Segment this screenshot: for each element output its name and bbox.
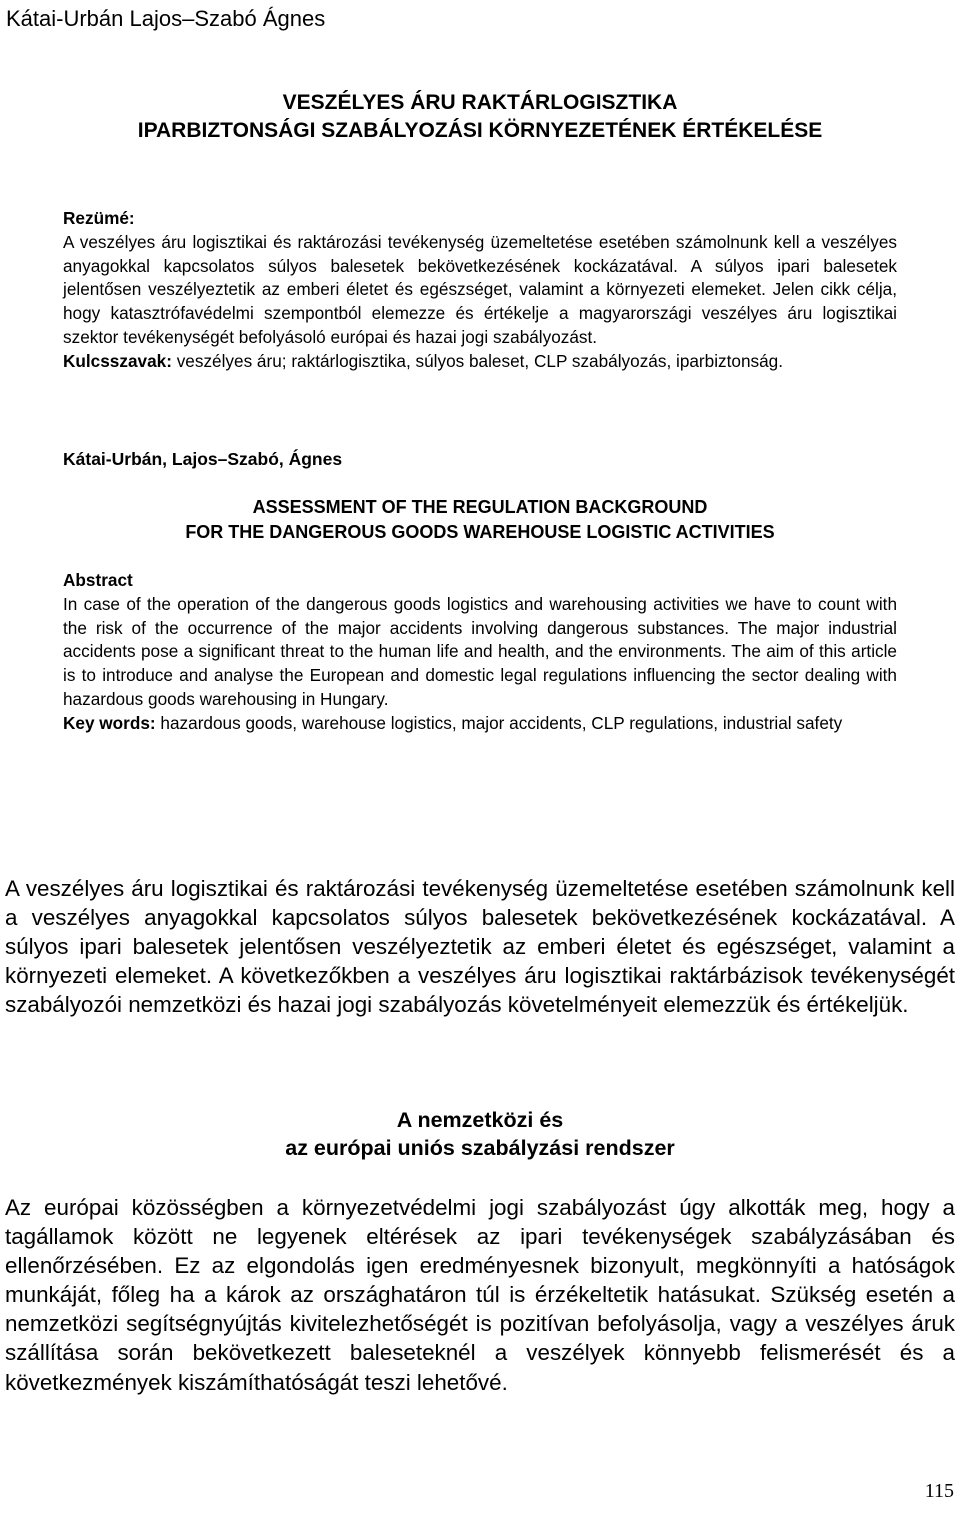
summary-hu-text: A veszélyes áru logisztikai és raktározási tevékenység üzemeltetése esetében számolnunk kell a veszélyes anyagokkal kapcsolatos súlyos balesetek bekövetkezésének kockázatával. A súlyos ipari balesetek jelentősen veszélyeztetik az emberi életet és egészséget, valamint a környezeti elemeket. Jelen cikk célja, hogy katasztrófavédelmi szempontból elemezze és értékelje a magyarországi veszélyes áru logisztikai szektor tevékenységét befolyásoló európai és hazai jogi szabályozást.	[63, 231, 897, 347]
summary-hu-block	[63, 207, 897, 374]
section-paragraph	[5, 1193, 955, 1397]
section-paragraph-text: Az európai közösségben a környezetvédelmi jogi szabályozást úgy alkották meg, hogy a tagállamok között ne legyenek eltérések az ipari tevékenységek szabályzásában és ellenőrzésében. Ez az elgondolás igen eredményesnek bizonyult, megkönnyíti a hatóságok munkáját, főleg ha a károk az országhatáron túl is érzékeltetik hatásukat. Szükség esetén a nemzetközi segítségnyújtás kivitelezhetőségét is pozitívan befolyásolja, vagy a veszélyes áruk szállítása során bekövetkezett baleseteknél a veszélyek könnyebb felismerését és a következmények kiszámíthatóságát teszi lehetővé.	[5, 1195, 955, 1395]
section-heading-line-2: az európai uniós szabályzási rendszer	[285, 1136, 675, 1160]
abstract-label: Abstract	[63, 570, 133, 590]
authors-en: Kátai-Urbán, Lajos–Szabó, Ágnes	[63, 449, 343, 469]
english-title-line-2: FOR THE DANGEROUS GOODS WAREHOUSE LOGISTIC ACTIVITIES	[185, 522, 775, 542]
english-title-line-1: ASSESSMENT OF THE REGULATION BACKGROUND	[252, 497, 708, 517]
section-heading-line-1: A nemzetközi és	[396, 1108, 564, 1132]
keywords-hu	[63, 350, 897, 374]
page-number: 115	[924, 1480, 954, 1502]
keywords-en-text: hazardous goods, warehouse logistics, major accidents, CLP regulations, industrial safety	[155, 712, 843, 733]
abstract-text: In case of the operation of the dangerous goods logistics and warehousing activities we have to count with the risk of the occurrence of the major accidents involving dangerous substances. The major industrial accidents pose a significant threat to the human life and health, and the environments. The aim of this article is to introduce and analyse the European and domestic legal regulations influencing the sector dealing with hazardous goods warehousing in Hungary.	[63, 593, 897, 709]
keywords-en-label: Key words:	[63, 712, 156, 733]
running-header: Kátai-Urbán Lajos–Szabó Ágnes	[6, 6, 326, 31]
keywords-hu-label: Kulcsszavak:	[63, 350, 172, 371]
paper-title-line-1: VESZÉLYES ÁRU RAKTÁRLOGISZTIKA	[282, 91, 678, 114]
intro-paragraph-text: A veszélyes áru logisztikai és raktározási tevékenység üzemeltetése esetében számolnunk kell a veszélyes anyagokkal kapcsolatos súlyos balesetek bekövetkezésének kockázatával. A súlyos ipari balesetek jelentősen veszélyeztetik az emberi életet és egészséget, valamint a környezeti elemeket. A következőkben a veszélyes áru logisztikai raktárbázisok tevékenységét szabályozói nemzetközi és hazai jogi szabályozás követelményeit elemezzük és értékeljük.	[5, 876, 955, 1018]
summary-hu-label: Rezümé:	[63, 208, 135, 228]
keywords-hu-text: veszélyes áru; raktárlogisztika, súlyos baleset, CLP szabályozás, iparbiztonság.	[171, 350, 784, 371]
paper-title-line-2: IPARBIZTONSÁGI SZABÁLYOZÁSI KÖRNYEZETÉNEK ÉRTÉKELÉSE	[137, 119, 823, 142]
keywords-en	[63, 712, 897, 736]
intro-paragraph	[5, 874, 955, 1019]
abstract-en-block	[63, 569, 897, 736]
